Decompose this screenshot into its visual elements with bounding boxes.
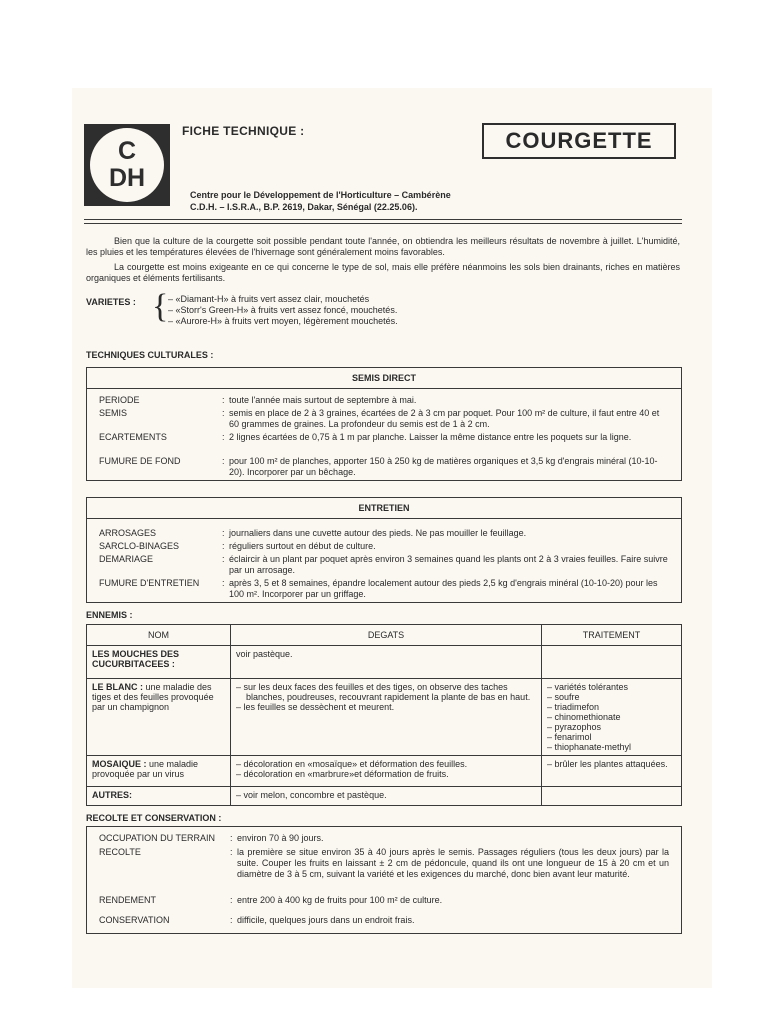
table-row: [87, 646, 682, 679]
entretien-label-sarclo: SARCLO-BINAGES: [99, 541, 180, 551]
nom-bold: LE BLANC :: [92, 682, 143, 692]
nom-cell: [87, 679, 231, 756]
ennemis-table: [86, 624, 682, 806]
organization-postal: C.D.H. – I.S.R.A., B.P. 2619, Dakar, Sénégal (22.25.06).: [190, 202, 418, 212]
header-divider-2: [84, 223, 682, 224]
traitement-item: – thiophanate-methyl: [547, 742, 632, 752]
page-title: COURGETTE: [505, 128, 653, 153]
nom-bold: AUTRES:: [92, 790, 132, 800]
col-degats: DEGATS: [231, 625, 542, 646]
nom-cell: [87, 646, 231, 679]
traitement-item: – triadimefon: [547, 702, 600, 712]
degat-item: – les feuilles se dessèchent et meurent.: [236, 702, 395, 712]
semis-text-ecartements: 2 lignes écartées de 0,75 à 1 m par planche. Laisser la même distance entre les poquets sur la ligne.: [229, 432, 632, 442]
brace: {: [152, 288, 169, 325]
degats-cell: [231, 679, 542, 756]
nom-bold: MOSAIQUE :: [92, 759, 147, 769]
logo-letters-dh: DH: [108, 164, 146, 192]
ennemis-heading: ENNEMIS :: [86, 610, 133, 620]
traitement-item: – brûler les plantes attaquées.: [547, 759, 668, 769]
recolte-label-occupation: OCCUPATION DU TERRAIN: [99, 833, 216, 843]
header-divider: [84, 219, 682, 220]
recolte-box: OCCUPATION DU TERRAIN : environ 70 à 90 jours. RECOLTE : la première se situe environ 35 à 40 jours après le semis. Passages réguliers (tous les deux jours) par la suite. Couper les fruits en laissant ± 2 cm de pédoncule, quand ils ont une longueur de 15 à 20 cm et un diamètre de 3 à 5 cm, suivant la variété et les exigences du marché, donc bien avant leur maturité. RENDEMENT : entre 200 à 400 kg de fruits pour 100 m² de culture. CONSERVATION : difficile, quelques jours dans un endroit frais.: [86, 826, 682, 934]
table-row: [87, 756, 682, 787]
nom-desc: une maladie des tiges et des feuilles provoquée par un champignon: [92, 682, 214, 712]
techniques-heading: TECHNIQUES CULTURALES :: [86, 350, 214, 360]
degat-item: – voir melon, concombre et pastèque.: [236, 790, 387, 800]
col-nom: NOM: [87, 625, 231, 646]
variete-item: – «Diamant-H» à fruits vert assez clair, mouchetés: [168, 294, 370, 304]
table-row: [87, 679, 682, 756]
traitement-item: – soufre: [547, 692, 580, 702]
semis-label-fumure: FUMURE DE FOND: [99, 456, 181, 466]
entretien-text-fumure: après 3, 5 et 8 semaines, épandre localement autour des pieds 2,5 kg d'engrais minéral (10-10-20) pour les 100 m². Incorporer par un griffage.: [229, 578, 658, 599]
semis-label-semis: SEMIS: [99, 408, 128, 418]
organization-name: Centre pour le Développement de l'Horticulture – Cambérène: [190, 190, 451, 200]
fiche-technique-label: FICHE TECHNIQUE :: [182, 124, 305, 138]
recolte-heading: RECOLTE ET CONSERVATION :: [86, 813, 222, 823]
traitement-cell: [542, 679, 682, 756]
varietes-list: [168, 294, 398, 327]
traitement-item: – variétés tolérantes: [547, 682, 629, 692]
semis-text-semis: semis en place de 2 à 3 graines, écartées de 2 à 3 cm par poquet. Pour 100 m² de culture, il faut entre 40 et 60 grammes de graines. La profondeur du semis est de 1 à 2 cm.: [229, 408, 660, 429]
entretien-label-demariage: DEMARIAGE: [99, 554, 154, 564]
variete-item: – «Aurore-H» à fruits vert moyen, légèrement mouchetés.: [168, 316, 398, 326]
semis-direct-title: SEMIS DIRECT: [87, 368, 681, 389]
degat-item: – décoloration en «marbrure»et déformation de fruits.: [236, 769, 449, 779]
traitement-cell: [542, 646, 682, 679]
recolte-label-conservation: CONSERVATION: [99, 915, 170, 925]
recolte-text-conservation: difficile, quelques jours dans un endroit frais.: [237, 915, 415, 925]
cdh-logo: [84, 124, 170, 206]
traitement-item: – pyrazophos: [547, 722, 602, 732]
col-traitement: TRAITEMENT: [542, 625, 682, 646]
degat-item: – sur les deux faces des feuilles et des tiges, on observe des taches blanches, poudreuses, recouvrant rapidement la plante de bas en haut.: [236, 682, 531, 702]
degats-cell: [231, 646, 542, 679]
title-box: [482, 123, 676, 159]
recolte-text-occupation: environ 70 à 90 jours.: [237, 833, 324, 843]
intro-paragraph-1: Bien que la culture de la courgette soit possible pendant toute l'année, on obtiendra les meilleurs résultats de novembre à juillet. L'humidité, les pluies et les températures élevées de l'hivernage sont généralement moins favorables.: [86, 236, 680, 257]
degats-cell: [231, 756, 542, 787]
variete-item: – «Storr's Green-H» à fruits vert assez foncé, mouchetés.: [168, 305, 398, 315]
organization-address: [190, 189, 451, 213]
recolte-label-recolte: RECOLTE: [99, 847, 141, 857]
degat-item: – décoloration en «mosaïque» et déformation des feuilles.: [236, 759, 468, 769]
table-header-row: [87, 625, 682, 646]
entretien-text-sarclo: réguliers surtout en début de culture.: [229, 541, 376, 551]
entretien-label-arrosages: ARROSAGES: [99, 528, 157, 538]
nom-bold: LES MOUCHES DES CUCURBITACEES :: [92, 649, 180, 669]
entretien-title: ENTRETIEN: [87, 498, 681, 519]
semis-direct-box: SEMIS DIRECT PERIODE : toute l'année mais surtout de septembre à mai. SEMIS : semis en place de 2 à 3 graines, écartées de 2 à 3 cm par poquet. Pour 100 m² de culture, il faut entre 40 et 60 grammes de graines. La profondeur du semis est de 1 à 2 cm. ECARTEMENTS : 2 lignes écartées de 0,75 à 1 m par planche. Laisser la même distance entre les poquets sur la ligne. FUMURE DE FOND : pour 100 m² de planches, apporter 150 à 250 kg de matières organiques et 3,5 kg d'engrais minéral (10-10-20). Incorporer par un bêchage.: [86, 367, 682, 481]
degat-item: voir pastèque.: [236, 649, 293, 659]
degats-cell: [231, 787, 542, 806]
recolte-text-recolte: la première se situe environ 35 à 40 jours après le semis. Passages réguliers (tous les deux jours) par la suite. Couper les fruits en laissant ± 2 cm de pédoncule, quand ils ont une longueur de 15 à 20 cm et un diamètre de 3 à 5 cm, suivant la variété et les exigences du marché, donc bien avant leur maturité.: [237, 847, 669, 879]
traitement-cell: [542, 756, 682, 787]
logo-letter-c: C: [117, 137, 137, 165]
varietes-label: VARIETES :: [86, 297, 136, 307]
entretien-label-fumure: FUMURE D'ENTRETIEN: [99, 578, 200, 588]
entretien-text-arrosages: journaliers dans une cuvette autour des pieds. Ne pas mouiller le feuillage.: [229, 528, 527, 538]
entretien-box: ENTRETIEN ARROSAGES : journaliers dans une cuvette autour des pieds. Ne pas mouiller le feuillage. SARCLO-BINAGES : réguliers surtout en début de culture. DEMARIAGE : éclaircir à un plant par poquet après environ 3 semaines quand les plants ont 2 à 3 vraies feuilles. Faire suivre par un arrosage. FUMURE D'ENTRETIEN : après 3, 5 et 8 semaines, épandre localement autour des pieds 2,5 kg d'engrais minéral (10-10-20) pour les 100 m². Incorporer par un griffage.: [86, 497, 682, 603]
semis-label-periode: PERIODE: [99, 395, 140, 405]
traitement-item: – chinomethionate: [547, 712, 621, 722]
traitement-item: – fenarimol: [547, 732, 592, 742]
entretien-text-demariage: éclaircir à un plant par poquet après environ 3 semaines quand les plants ont 2 à 3 vraies feuilles. Faire suivre par un arrosage.: [229, 554, 668, 575]
nom-cell: [87, 756, 231, 787]
table-row: [87, 787, 682, 806]
nom-desc: une maladie provoquée par un virus: [92, 759, 199, 779]
semis-text-periode: toute l'année mais surtout de septembre à mai.: [229, 395, 417, 405]
semis-text-fumure: pour 100 m² de planches, apporter 150 à 250 kg de matières organiques et 3,5 kg d'engrais minéral (10-10-20). Incorporer par un bêchage.: [229, 456, 658, 477]
intro-paragraph-2: La courgette est moins exigeante en ce qui concerne le type de sol, mais elle préfère néanmoins les sols bien drainants, riches en matières organiques et éléments fertilisants.: [86, 262, 680, 283]
traitement-cell: [542, 787, 682, 806]
recolte-text-rendement: entre 200 à 400 kg de fruits pour 100 m² de culture.: [237, 895, 443, 905]
nom-cell: [87, 787, 231, 806]
semis-label-ecartements: ECARTEMENTS: [99, 432, 167, 442]
recolte-label-rendement: RENDEMENT: [99, 895, 157, 905]
